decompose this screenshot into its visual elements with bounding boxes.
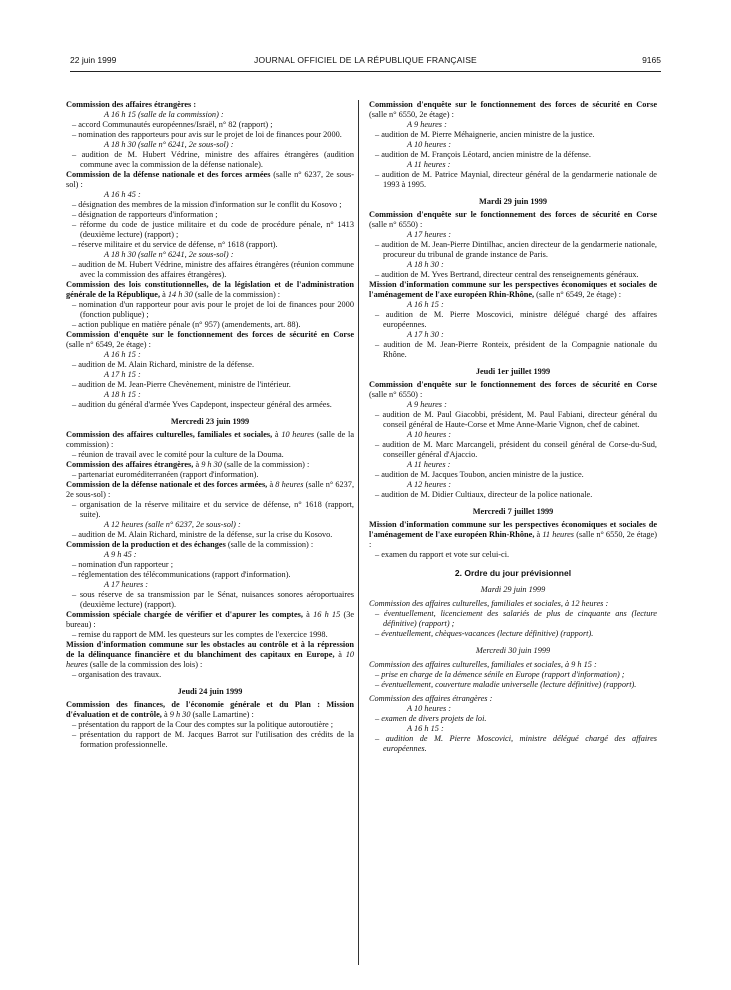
commission-location: (salle n° 6550, 2e étage) : xyxy=(369,530,657,549)
time-line: A 12 heures (salle n° 6237, 2e sous-sol) : xyxy=(104,520,241,529)
agenda-block xyxy=(369,280,657,360)
time-line: A 9 h 45 : xyxy=(104,550,137,559)
commission-time: 8 heures xyxy=(275,480,304,489)
section-heading: 2. Ordre du jour prévisionnel xyxy=(454,568,572,578)
time-line: A 10 heures : xyxy=(407,430,452,439)
commission-title xyxy=(66,330,354,350)
commission-title xyxy=(66,540,354,550)
agenda-item: – réunion de travail avec le comité pour la culture de la Douma. xyxy=(80,450,354,460)
time-line: A 18 h 30 : xyxy=(407,260,444,269)
agenda-item: – audition de M. Pierre Méhaignerie, ancien ministre de la justice. xyxy=(383,130,657,140)
agenda-block xyxy=(66,170,354,280)
commission-a: à xyxy=(163,710,168,719)
commission-name: Commission des affaires étrangères, xyxy=(66,460,194,469)
agenda-item: – désignation des membres de la mission d'information sur le conflit du Kosovo ; xyxy=(80,200,354,210)
agenda-item: – prise en charge de la démence sénile en Europe (rapport d'information) ; xyxy=(383,670,657,680)
time-line: A 16 h 15 : xyxy=(407,724,444,733)
agenda-block xyxy=(66,480,354,540)
time-line: A 16 h 15 : xyxy=(104,350,141,359)
time-line: A 16 h 15 (salle de la commission) : xyxy=(104,110,224,119)
header-page-number: 9165 xyxy=(642,55,661,65)
agenda-item: – éventuellement, couverture maladie universelle (lecture définitive) (rapport). xyxy=(383,680,657,690)
agenda-item: – audition de M. Didier Cultiaux, directeur de la police nationale. xyxy=(383,490,657,500)
agenda-item: – organisation de la réserve militaire et du service de défense, n° 1618 (rapport, suite). xyxy=(80,500,354,520)
agenda-item: – audition de M. Paul Giacobbi, président, M. Paul Fabiani, directeur général du conseil général de Haute-Corse et Mme Anne-Marie Vignon, chef de cabinet. xyxy=(383,410,657,430)
commission-name: Mission d'information commune sur les perspectives économiques et sociales de l'aménagement de l'axe européen Rhin-Rhône, xyxy=(369,520,657,539)
agenda-item: – présentation du rapport de la Cour des comptes sur la politique autoroutière ; xyxy=(80,720,354,730)
agenda-block xyxy=(369,100,657,190)
agenda-item: – action publique en matière pénale (n° 957) (amendements, art. 88). xyxy=(80,320,354,330)
header-date: 22 juin 1999 xyxy=(70,55,117,65)
commission-title: Commission des affaires culturelles, familiales et sociales, à 12 heures : xyxy=(369,599,609,608)
agenda-block xyxy=(369,599,657,639)
agenda-block xyxy=(369,520,657,560)
agenda-item: – audition de M. Hubert Védrine, ministre des affaires étrangères (audition commune avec la commission de la défense nationale). xyxy=(80,150,354,170)
commission-name: Commission spéciale chargée de vérifier et d'apurer les comptes, xyxy=(66,610,303,619)
time-line: A 10 heures : xyxy=(407,704,452,713)
agenda-item: – accord Communautés européennes/Israël, n° 82 (rapport) ; xyxy=(80,120,354,130)
commission-title xyxy=(369,100,657,120)
agenda-item: – organisation des travaux. xyxy=(80,670,354,680)
commission-title xyxy=(66,280,354,300)
commission-name: Commission de la défense nationale et des forces armées, xyxy=(66,480,268,489)
commission-location: (salle de la commission) : xyxy=(224,460,310,469)
agenda-block xyxy=(369,380,657,500)
commission-location: (salle n° 6550) : xyxy=(369,390,423,399)
time-line: A 18 h 15 : xyxy=(104,390,141,399)
commission-title xyxy=(66,480,354,500)
commission-location: (salle Lamartine) : xyxy=(192,710,254,719)
agenda-block xyxy=(66,540,354,610)
commission-a: à xyxy=(162,290,166,299)
commission-title xyxy=(369,280,657,300)
commission-name: Commission d'enquête sur le fonctionnement des forces de sécurité en Corse xyxy=(369,100,657,109)
commission-a: à xyxy=(195,460,200,469)
commission-name: Commission de la défense nationale et des forces armées xyxy=(66,170,271,179)
agenda-item: – réglementation des télécommunications (rapport d'information). xyxy=(80,570,354,580)
commission-name: Commission des lois constitutionnelles, de la législation et de l'administration générale de la République, xyxy=(66,280,354,299)
time-line: A 11 heures : xyxy=(407,160,451,169)
time-line: A 16 h 15 : xyxy=(407,300,444,309)
commission-location: (salle de la commission) : xyxy=(227,540,314,549)
commission-name: Commission d'enquête sur le fonctionnement des forces de sécurité en Corse xyxy=(369,380,657,389)
commission-time: 9 h 30 xyxy=(201,460,222,469)
agenda-item: – audition de M. Pierre Moscovici, ministre délégué chargé des affaires européennes. xyxy=(383,734,657,754)
commission-location: (salle de la commission) : xyxy=(66,430,355,449)
time-line: A 10 heures : xyxy=(407,140,452,149)
time-line: A 17 h 15 : xyxy=(104,370,141,379)
commission-time: 14 h 30 xyxy=(167,290,193,299)
commission-title xyxy=(66,700,354,720)
day-heading: Jeudi 1er juillet 1999 xyxy=(475,367,551,376)
commission-name: Commission des finances, de l'économie générale et du Plan : Mission d'évaluation et de contrôle, xyxy=(66,700,354,719)
commission-title xyxy=(369,520,657,550)
day-heading: Jeudi 24 juin 1999 xyxy=(177,687,243,696)
time-line: A 17 heures : xyxy=(407,230,452,239)
time-line: A 17 h 30 : xyxy=(407,330,444,339)
commission-a: à xyxy=(338,650,342,659)
agenda-block xyxy=(66,700,354,750)
right-column xyxy=(369,100,657,754)
commission-name: Commission des affaires culturelles, familiales et sociales, xyxy=(66,430,273,439)
commission-name: Mission d'information commune sur les obstacles au contrôle et à la répression de la délinquance financière et du blanchiment des capitaux en Europe, xyxy=(66,640,354,659)
commission-time: 9 h 30 xyxy=(169,710,191,719)
header-journal-title: JOURNAL OFFICIEL DE LA RÉPUBLIQUE FRANÇAISE xyxy=(254,55,477,65)
agenda-item: – nomination des rapporteurs pour avis sur le projet de loi de finances pour 2000. xyxy=(80,130,354,140)
commission-title xyxy=(66,460,354,470)
agenda-item: – audition de M. François Léotard, ancien ministre de la défense. xyxy=(383,150,657,160)
agenda-item: – réforme du code de justice militaire et du code de procédure pénale, n° 1413 (deuxième lecture) (rapport) ; xyxy=(80,220,354,240)
time-line: A 9 heures : xyxy=(407,400,447,409)
commission-name: Commission de la production et des échanges xyxy=(66,540,226,549)
day-heading: Mardi 29 juin 1999 xyxy=(480,585,546,594)
time-line: A 17 heures : xyxy=(104,580,149,589)
page-header xyxy=(70,55,661,72)
time-line: A 12 heures : xyxy=(407,480,452,489)
agenda-block xyxy=(66,100,354,170)
commission-title xyxy=(66,640,354,670)
agenda-block xyxy=(66,330,354,410)
commission-location: (salle de la commission des lois) : xyxy=(89,660,203,669)
agenda-item: – examen du rapport et vote sur celui-ci. xyxy=(383,550,657,560)
left-column xyxy=(66,100,354,750)
commission-title: Commission des affaires culturelles, familiales et sociales, à 9 h 15 : xyxy=(369,660,597,669)
agenda-item: – audition de M. Marc Marcangeli, président du conseil général de Corse-du-Sud, conseiller général d'Ajaccio. xyxy=(383,440,657,460)
agenda-item: – éventuellement, licenciement des salariés de plus de cinquante ans (lecture définitive) (rapport) ; xyxy=(383,609,657,629)
agenda-item: – audition de M. Jacques Toubon, ancien ministre de la justice. xyxy=(383,470,657,480)
agenda-item: – audition de M. Jean-Pierre Dintilhac, ancien directeur de la gendarmerie nationale, procureur du tribunal de grande instance de Paris. xyxy=(383,240,657,260)
agenda-block xyxy=(66,460,354,480)
agenda-block xyxy=(369,210,657,280)
day-heading: Mercredi 23 juin 1999 xyxy=(170,417,250,426)
commission-time: 10 heures xyxy=(66,650,355,669)
time-line: A 18 h 30 (salle n° 6241, 2e sous-sol) : xyxy=(104,250,234,259)
commission-title xyxy=(369,210,657,230)
agenda-item: – audition de M. Alain Richard, ministre de la défense, sur la crise du Kosovo. xyxy=(80,530,354,540)
agenda-item: – présentation du rapport de M. Jacques Barrot sur l'utilisation des crédits de la formation professionnelle. xyxy=(80,730,354,750)
commission-location: (salle n° 6549, 2e étage) : xyxy=(66,340,151,349)
commission-a: à xyxy=(306,610,310,619)
commission-a: à xyxy=(274,430,279,439)
column-divider xyxy=(358,100,359,965)
commission-location: (salle n° 6237, 2e sous-sol) : xyxy=(66,480,355,499)
commission-a: à xyxy=(269,480,274,489)
agenda-block xyxy=(369,660,657,690)
agenda-item: – audition de M. Yves Bertrand, directeur central des renseignements généraux. xyxy=(383,270,657,280)
agenda-item: – audition de M. Jean-Pierre Chevènement, ministre de l'intérieur. xyxy=(80,380,354,390)
agenda-item: – audition du général d'armée Yves Capdepont, inspecteur général des armées. xyxy=(80,400,354,410)
agenda-item: – remise du rapport de MM. les questeurs sur les comptes de l'exercice 1998. xyxy=(80,630,354,640)
agenda-item: – sous réserve de sa transmission par le Sénat, nuisances sonores aéroportuaires (deuxième lecture) (rapport). xyxy=(80,590,354,610)
commission-location: (salle n° 6550, 2e étage) : xyxy=(369,110,454,119)
commission-location: (salle de la commission) : xyxy=(194,290,281,299)
time-line: A 9 heures : xyxy=(407,120,447,129)
time-line: A 11 heures : xyxy=(407,460,451,469)
commission-location: (salle n° 6550) : xyxy=(369,220,423,229)
commission-name: Commission d'enquête sur le fonctionnement des forces de sécurité en Corse xyxy=(369,210,657,219)
commission-location: (3e bureau) : xyxy=(66,610,355,629)
day-heading: Mercredi 7 juillet 1999 xyxy=(472,507,554,516)
commission-time: 11 heures xyxy=(542,530,575,539)
commission-title xyxy=(66,170,354,190)
commission-time: 16 h 15 xyxy=(313,610,341,619)
commission-title xyxy=(66,430,354,450)
agenda-item: – réserve militaire et du service de défense, n° 1618 (rapport). xyxy=(80,240,354,250)
commission-title: Commission des affaires étrangères : xyxy=(66,100,197,109)
commission-location: (salle n° 6549, 2e étage) : xyxy=(536,290,622,299)
agenda-item: – éventuellement, chèques-vacances (lecture définitive) (rapport). xyxy=(383,629,657,639)
commission-name: Mission d'information commune sur les perspectives économiques et sociales de l'aménagement de l'axe européen Rhin-Rhône, xyxy=(369,280,657,299)
agenda-block xyxy=(66,640,354,680)
commission-title xyxy=(369,380,657,400)
time-line: A 18 h 30 (salle n° 6241, 2e sous-sol) : xyxy=(104,140,234,149)
commission-time: 10 heures xyxy=(281,430,315,439)
agenda-item: – audition de M. Patrice Maynial, directeur général de la gendarmerie nationale de 1993 à 1995. xyxy=(383,170,657,190)
time-line: A 16 h 45 : xyxy=(104,190,141,199)
commission-location: (salle n° 6237, 2e sous-sol) : xyxy=(66,170,355,189)
day-heading: Mercredi 30 juin 1999 xyxy=(475,646,551,655)
commission-a: à xyxy=(536,530,541,539)
agenda-item: – partenariat euroméditerranéen (rapport d'information). xyxy=(80,470,354,480)
agenda-item: – audition de M. Alain Richard, ministre de la défense. xyxy=(80,360,354,370)
commission-name: Commission d'enquête sur le fonctionnement des forces de sécurité en Corse xyxy=(66,330,354,339)
agenda-item: – nomination d'un rapporteur pour avis pour le projet de loi de finances pour 2000 (fonction publique) ; xyxy=(80,300,354,320)
agenda-block xyxy=(66,430,354,460)
commission-title: Commission des affaires étrangères : xyxy=(369,694,493,703)
agenda-block xyxy=(66,280,354,330)
agenda-item: – nomination d'un rapporteur ; xyxy=(80,560,354,570)
agenda-block xyxy=(66,610,354,640)
commission-title xyxy=(66,610,354,630)
day-heading: Mardi 29 juin 1999 xyxy=(479,197,547,206)
agenda-item: – audition de M. Jean-Pierre Ronteix, président de la Compagnie nationale du Rhône. xyxy=(383,340,657,360)
agenda-item: – désignation de rapporteurs d'information ; xyxy=(80,210,354,220)
agenda-item: – examen de divers projets de loi. xyxy=(383,714,657,724)
agenda-item: – audition de M. Pierre Moscovici, ministre délégué chargé des affaires européennes. xyxy=(383,310,657,330)
agenda-item: – audition de M. Hubert Védrine, ministre des affaires étrangères (réunion commune avec la commission des affaires étrangères). xyxy=(80,260,354,280)
agenda-block xyxy=(369,694,657,754)
